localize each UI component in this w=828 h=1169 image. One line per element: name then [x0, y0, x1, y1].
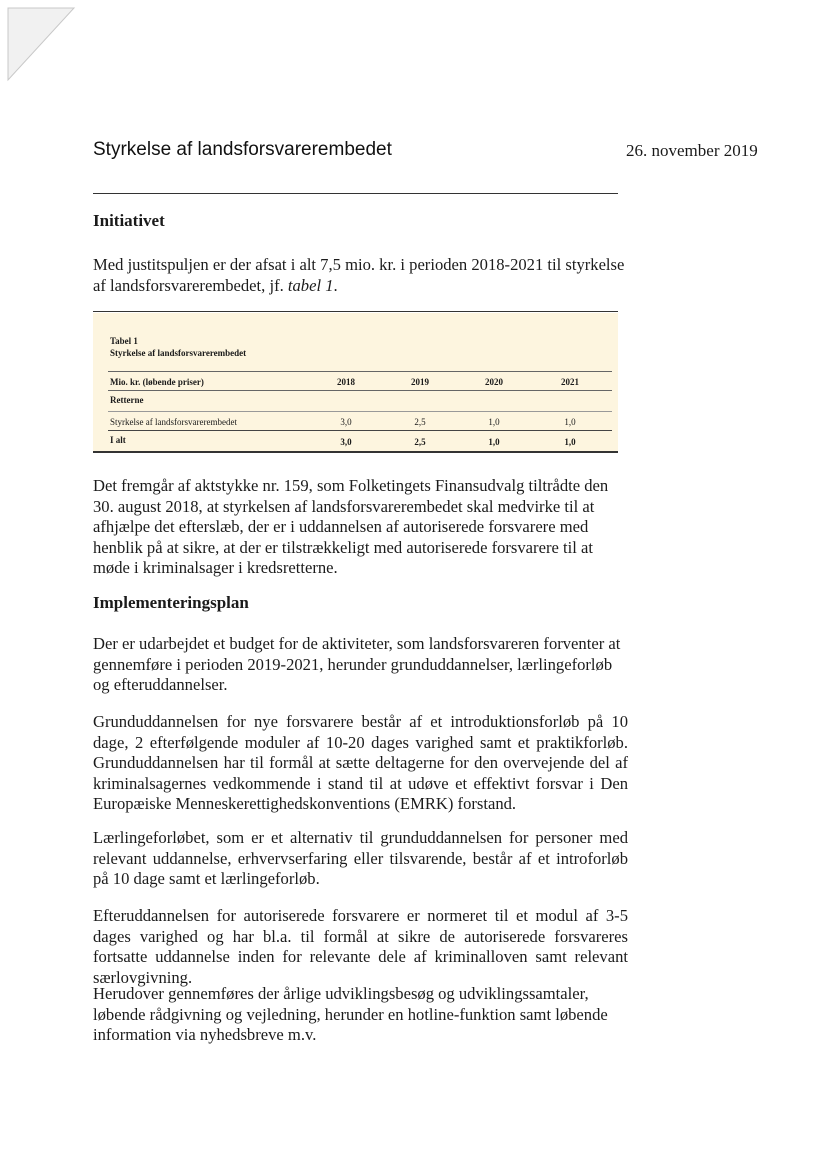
table-cell: 3,0	[340, 417, 352, 427]
paragraph-aktstykke: Det fremgår af aktstykke nr. 159, som Folketingets Finansudvalg tiltrådte den 30. august 2018, at styrkelsen af landsforsvarerembedet skal medvirke til at afhjælpe det efterslæb, der er i uddannelsen af autoriserede forsvarere med henblik på at sikre, at der er tilstrækkeligt med autoriserede forsvarere til at møde i kriminalsager i kredsretterne.	[93, 476, 609, 577]
table-label: Tabel 1	[110, 336, 138, 346]
title-divider	[93, 193, 618, 194]
table-year-header: 2019	[411, 377, 429, 387]
table-year-header: 2018	[337, 377, 355, 387]
table-total-label: I alt	[110, 435, 126, 445]
table-cell: 1,0	[488, 417, 500, 427]
document-date: 26. november 2019	[626, 141, 758, 160]
table-cell: 2,5	[414, 417, 426, 427]
table-group-label: Retterne	[110, 395, 144, 405]
table-total-cell: 1,0	[564, 437, 576, 447]
table-unit-header: Mio. kr. (løbende priser)	[110, 377, 204, 387]
table-caption: Styrkelse af landsforsvarerembedet	[110, 348, 247, 358]
table-1	[93, 313, 618, 453]
intro-end: .	[333, 275, 338, 295]
paragraph-grunduddannelse: Grunduddannelsen for nye forsvarere består af et introduktionsforløb på 10 dage, 2 efterfølgende moduler af 10-20 dages varighed samt et praktikforløb. Grunduddannelsen har til formål at sætte deltagerne for den overvejende del af kriminalsagernes vedkommende i stand til at udøve et effektivt forsvar i Den Europæiske Menneskerettighedskonventions (EMRK) forstand.	[93, 712, 628, 813]
table-top-rule	[93, 311, 618, 312]
paragraph-laerlingeforloeb: Lærlingeforløbet, som er et alternativ til grunduddannelsen for personer med relevant uddannelse, erhvervserfaring eller tilsvarende, består af et introforløb på 10 dage samt et lærlingeforløb.	[93, 828, 628, 888]
folded-corner-mark	[0, 0, 80, 85]
table-rule	[108, 430, 612, 431]
heading-implementeringsplan: Implementeringsplan	[93, 593, 249, 612]
heading-initiativet: Initiativet	[93, 211, 165, 230]
paragraph-initiativet	[93, 255, 628, 296]
table-rule	[108, 390, 612, 391]
intro-text: Med justitspuljen er der afsat i alt 7,5 mio. kr. i perioden 2018-2021 til styrkelse af landsforsvarerembedet, jf.	[93, 255, 625, 295]
table-cell: 1,0	[564, 417, 576, 427]
table-total-cell: 2,5	[414, 437, 426, 447]
table-year-header: 2021	[561, 377, 579, 387]
table-year-header: 2020	[485, 377, 503, 387]
document-title: Styrkelse af landsforsvarerembedet	[93, 139, 392, 160]
table-total-cell: 1,0	[488, 437, 500, 447]
table-reference: tabel 1	[287, 275, 334, 295]
table-total-cell: 3,0	[340, 437, 352, 447]
paragraph-udviklingsbesoeg: Herudover gennemføres der årlige udviklingsbesøg og udviklingssamtaler, løbende rådgivning og vejledning, herunder en hotline-funktion samt løbende information via nyhedsbreve m.v.	[93, 984, 608, 1044]
paragraph-efteruddannelse: Efteruddannelsen for autoriserede forsvarere er normeret til et modul af 3-5 dages varighed og har bl.a. til formål at sikre de autoriserede forsvareres fortsatte uddannelse inden for relevante dele af kriminalloven samt relevant særlovgivning.	[93, 906, 628, 987]
paragraph-budget: Der er udarbejdet et budget for de aktiviteter, som landsforsvareren forventer at gennemføre i perioden 2019-2021, herunder grunduddannelser, lærlingeforløb og efteruddannelser.	[93, 634, 621, 694]
table-rule	[108, 371, 612, 372]
table-rule	[108, 411, 612, 412]
table-row-label: Styrkelse af landsforsvarerembedet	[110, 417, 237, 427]
